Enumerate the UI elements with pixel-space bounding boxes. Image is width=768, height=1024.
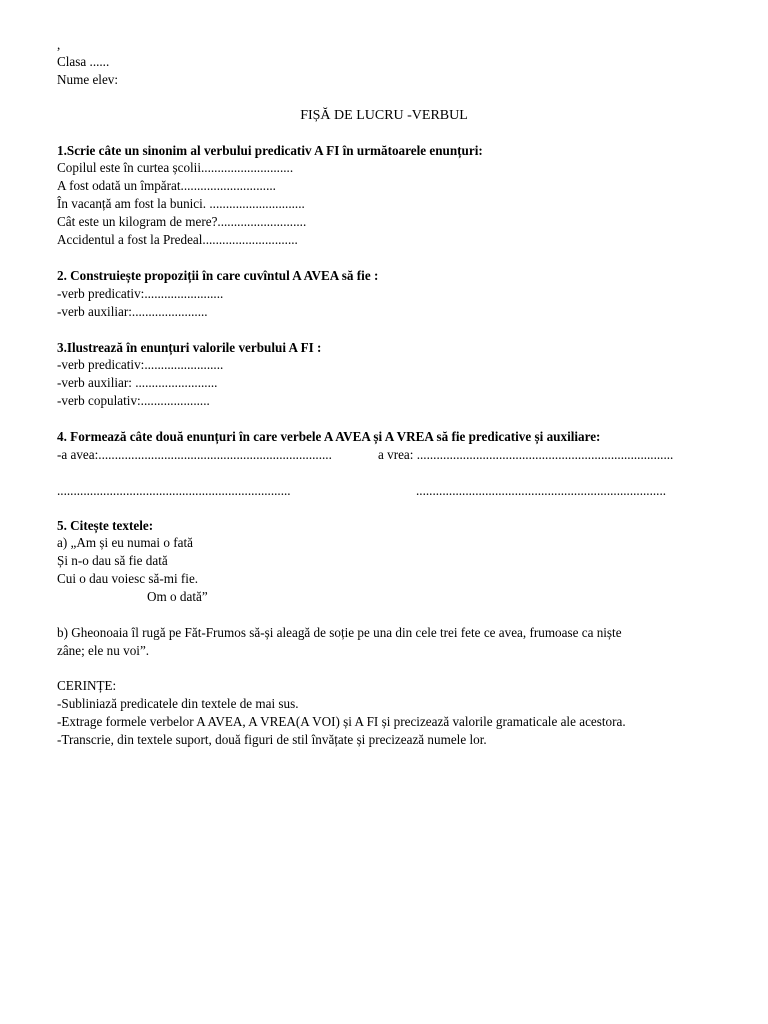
requirement-item: -Extrage formele verbelor A AVEA, A VREA(A VOI) și A FI și precizează valorile gramaticale ale acestora. [57,715,626,730]
header-mark: , [57,38,61,53]
exercise-2-heading: 2. Construiește propoziții în care cuvîntul A AVEA să fie : [57,269,379,284]
exercise-3-heading: 3.Ilustrează în enunțuri valorile verbului A FI : [57,341,322,356]
exercise-1-line: Accidentul a fost la Predeal............................. [57,233,298,248]
class-field: Clasa ...... [57,55,110,70]
exercise-4-heading: 4. Formează câte două enunțuri în care verbele A AVEA și A VREA să fie predicative și auxiliare: [57,430,601,445]
poem-line: Și n-o dau să fie dată [57,554,168,569]
exercise-1-line: În vacanță am fost la bunici. ............................. [57,197,305,212]
requirements-heading: CERINȚE: [57,679,117,694]
text-b-line-1: b) Gheonoaia îl rugă pe Făt-Frumos să-și aleagă de soție pe una din cele trei fete ce avea, frumoase ca niște [57,626,622,641]
exercise-1-heading: 1.Scrie câte un sinonim al verbului predicativ A FI în următoarele enunțuri: [57,144,483,159]
exercise-1-line: A fost odată un împărat............................. [57,179,276,194]
requirement-item: -Subliniază predicatele din textele de mai sus. [57,697,299,712]
exercise-3-line: -verb auxiliar: ......................... [57,376,218,391]
exercise-5-heading: 5. Citește textele: [57,519,154,534]
exercise-2-line: -verb predicativ:........................ [57,287,224,302]
poem-line: Om o dată” [147,590,208,605]
exercise-4-a-vrea: a vrea: .............................................................................. [378,448,674,463]
exercise-4-dots-left: ....................................................................... [57,484,291,499]
exercise-4-dots-right: ............................................................................ [416,484,667,499]
page-title: FIȘĂ DE LUCRU -VERBUL [300,108,468,123]
text-b-line-2: zâne; ele nu voi”. [57,644,150,659]
poem-line: Cui o dau voiesc să-mi fie. [57,572,199,587]
poem-line: a) „Am și eu numai o fată [57,536,193,551]
exercise-4-a-avea: -a avea:....................................................................... [57,448,332,463]
exercise-1-line: Copilul este în curtea școlii............................ [57,161,294,176]
exercise-1-line: Cât este un kilogram de mere?........................... [57,215,307,230]
exercise-2-line: -verb auxiliar:....................... [57,305,208,320]
exercise-3-line: -verb copulativ:..................... [57,394,210,409]
requirement-item: -Transcrie, din textele suport, două figuri de stil învățate și precizează numele lor. [57,733,487,748]
exercise-3-line: -verb predicativ:........................ [57,358,224,373]
student-name-field: Nume elev: [57,73,119,88]
